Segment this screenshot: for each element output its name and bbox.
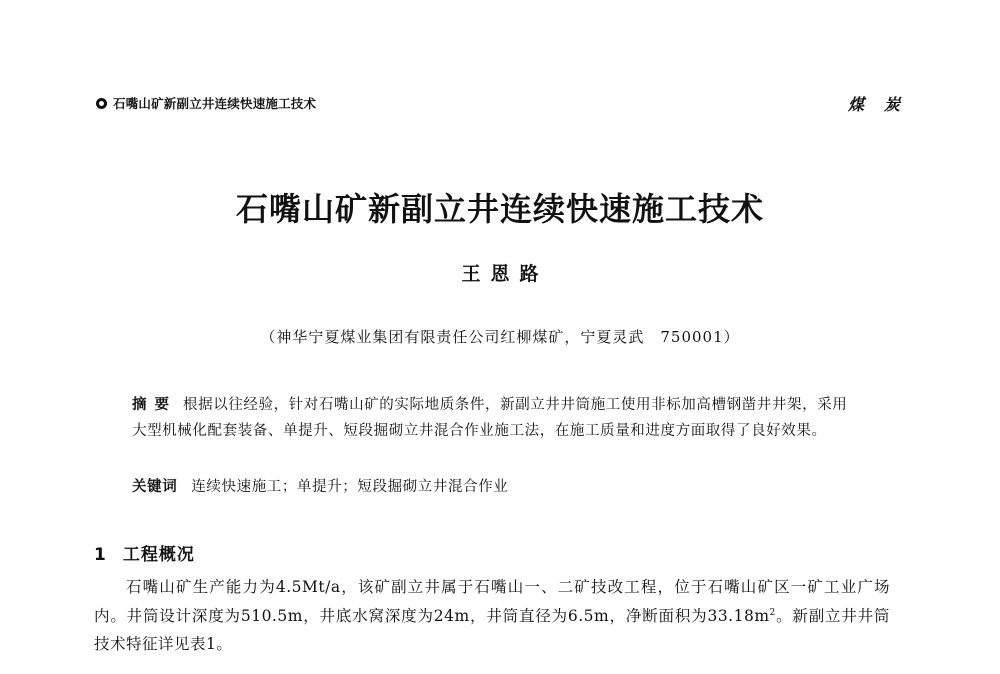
running-header-title: 石嘴山矿新副立井连续快速施工技术 bbox=[113, 96, 317, 111]
running-header bbox=[96, 92, 920, 114]
paper-affiliation: （神华宁夏煤业集团有限责任公司红柳煤矿，宁夏灵武 750001） bbox=[260, 328, 740, 346]
paper-title: 石嘴山矿新副立井连续快速施工技术 bbox=[235, 190, 764, 228]
circle-bullet-icon bbox=[96, 98, 107, 109]
area-unit-superscript: 2 bbox=[769, 607, 776, 618]
abstract-label: 摘要 bbox=[132, 397, 177, 413]
section-body-text-end: 。新副立井井筒技术特征详见表1。 bbox=[94, 606, 890, 653]
section-body bbox=[94, 573, 890, 659]
keywords-label: 关键词 bbox=[132, 479, 178, 495]
running-header-left bbox=[96, 94, 316, 112]
abstract-text: 根据以往经验，针对石嘴山矿的实际地质条件，新副立井井筒施工使用非标加高槽钢凿井井架，采用大型机械化配套装备、单提升、短段掘砌立井混合作业施工法，在施工质量和进度方面取得了良好效果。 bbox=[132, 397, 848, 439]
section-heading bbox=[94, 540, 195, 565]
section-title: 工程概况 bbox=[122, 545, 195, 565]
paper-author: 王恩路 bbox=[461, 263, 549, 285]
section-body-text: 石嘴山矿生产能力为4.5Mt/a，该矿副立井属于石嘴山一、二矿技改工程，位于石嘴山矿区一矿工业广场内。井筒设计深度为510.5m，井底水窝深度为24m，井筒直径为6.5m，净断面积为33.18m bbox=[94, 578, 890, 625]
section-number: 1 bbox=[94, 545, 107, 565]
abstract bbox=[132, 392, 862, 444]
running-header-journal: 煤炭 bbox=[847, 94, 920, 114]
keywords bbox=[132, 474, 862, 500]
keywords-text: 连续快速施工；单提升；短段掘砌立井混合作业 bbox=[191, 479, 509, 495]
